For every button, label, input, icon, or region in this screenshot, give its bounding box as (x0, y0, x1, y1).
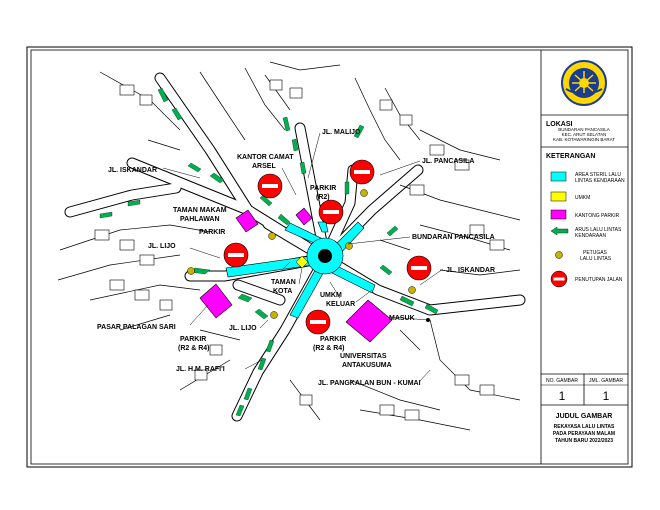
legend-text-officer-2: LALU LINTAS (580, 256, 612, 262)
label-parkir-r2-2: (R2) (316, 194, 330, 201)
no-gambar-label: NO. GAMBAR (546, 378, 578, 384)
label-kantor-camat: KANTOR CAMAT (237, 154, 294, 161)
label-parkir-univ-2: (R2 & R4) (313, 345, 345, 352)
label-jl-iskandar-east: JL. ISKANDAR (446, 267, 496, 274)
label-pasar: PASAR PALAGAN SARI (97, 324, 176, 331)
label-jl-malijo: JL. MALIJO (322, 129, 361, 136)
legend-text-flow-2: KENDARAAN (575, 233, 607, 239)
legend-olive-dot-icon (556, 252, 563, 259)
label-keluar: KELUAR (326, 301, 356, 308)
label-umkm: UMKM (320, 292, 342, 299)
label-taman-kota: TAMAN (271, 279, 296, 286)
no-gambar-value: 1 (558, 389, 566, 403)
label-parkir-west: PARKIR (199, 229, 226, 236)
legend-text-umkm: UMKM (575, 195, 591, 201)
lokasi-line-1: BUNDARAN PANCASILA (558, 127, 610, 132)
judul-line-1: REKAYASA LALU LINTAS (553, 424, 615, 430)
label-jl-iskandar-west: JL. ISKANDAR (108, 167, 158, 174)
legend-text-sterile-2: LINTAS KENDARAAN (575, 178, 625, 184)
label-kantor-camat-2: ARSEL (252, 163, 276, 170)
jml-gambar-label: JML. GAMBAR (589, 378, 623, 384)
label-parkir-r2: PARKIR (310, 185, 337, 192)
label-universitas-2: ANTAKUSUMA (342, 362, 392, 369)
label-taman-makam-2: PAHLAWAN (180, 216, 220, 223)
lokasi-line-3: KAB. KOTAWARINGIN BARAT (552, 137, 616, 142)
label-bundaran: BUNDARAN PANCASILA (412, 234, 495, 241)
label-parkir-pasar-2: (R2 & R4) (178, 345, 210, 352)
label-parkir-univ: PARKIR (320, 336, 347, 343)
judul-line-3: TAHUN BARU 2022/2023 (555, 438, 613, 444)
judul-line-2: PADA PERAYAAN MALAM (552, 431, 616, 437)
jml-gambar-value: 1 (602, 389, 610, 403)
lokasi-line-2: KEC. ARUT SELATAN (561, 132, 607, 137)
judul-title: JUDUL GAMBAR (555, 413, 613, 420)
roundabout-monument (318, 249, 332, 263)
label-jl-lijo-south: JL. LIJO (229, 325, 257, 332)
label-parkir-pasar: PARKIR (180, 336, 207, 343)
legend-text-sterile: AREA STERIL LALU (575, 172, 621, 178)
legend-cyan-box (551, 172, 566, 181)
label-universitas: UNIVERSITAS (340, 353, 387, 360)
dishub-logo (562, 61, 606, 105)
keterangan-title: KETERANGAN (546, 153, 596, 160)
legend-text-flow: ARUS LALU LINTAS (575, 227, 622, 233)
label-taman-makam: TAMAN MAKAM (173, 207, 227, 214)
legend-magenta-box (551, 210, 566, 219)
label-jl-hm-rafii: JL. H.M. RAFI'I (176, 366, 225, 373)
label-taman-kota-2: KOTA (273, 288, 293, 295)
label-jl-pangkalan: JL. PANGKALAN BUN - KUMAI (318, 380, 421, 387)
lokasi-title: LOKASI (546, 121, 573, 128)
label-jl-lijo-west: JL. LIJO (148, 243, 176, 250)
entry-point (426, 318, 430, 322)
legend-text-closure: PENUTUPAN JALAN (575, 277, 623, 283)
legend-text-parking: KANTONG PARKIR (575, 213, 620, 219)
legend-text-officer: PETUGAS (583, 250, 607, 256)
label-masuk: MASUK (389, 315, 415, 322)
legend-yellow-box (551, 192, 566, 201)
legend-no-entry-icon (551, 271, 567, 287)
label-jl-pancasila: JL. PANCASILA (422, 158, 475, 165)
